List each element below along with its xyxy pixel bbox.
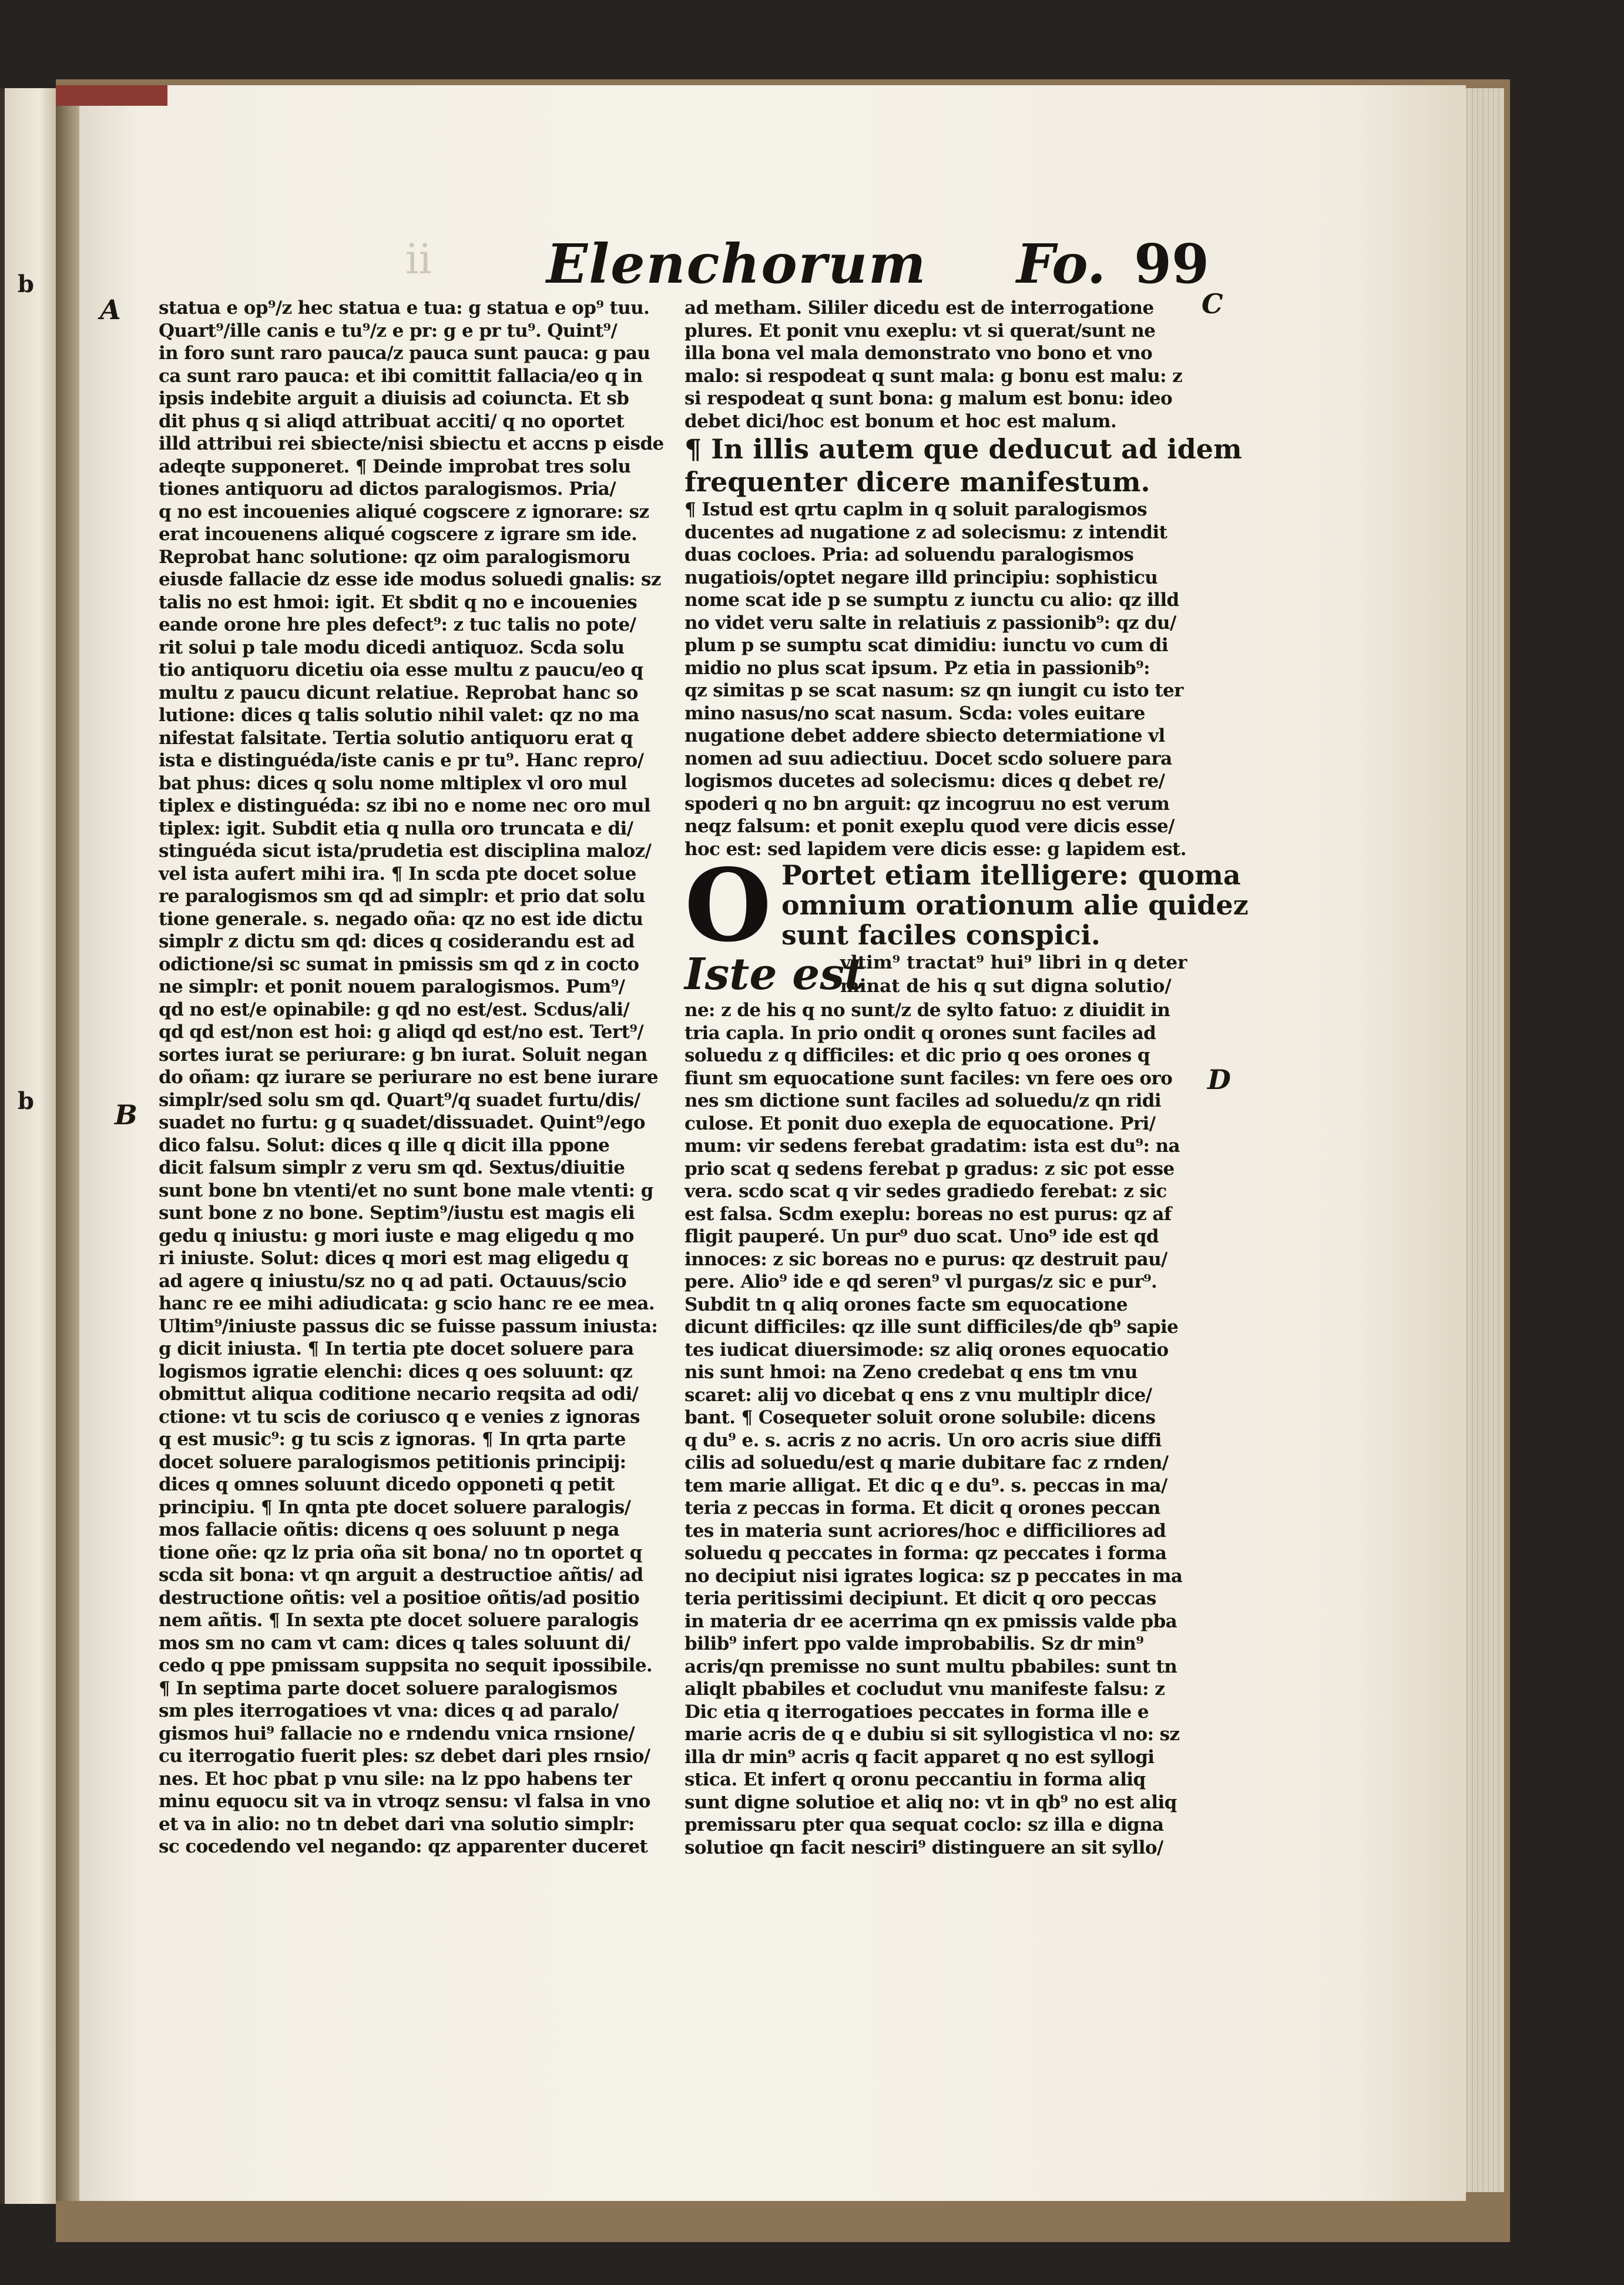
- text-line: ¶ In septima parte docet soluere paralogismos: [159, 1677, 618, 1699]
- text-line: sunt digne solutioe et aliq no: vt in qb⁹ no est aliq: [685, 1791, 1177, 1813]
- text-line: spoderi q no bn arguit: qz incogruu no est verum: [685, 793, 1170, 815]
- text-line: gedu q iniustu: g mori iuste e mag eligedu q mo: [159, 1225, 634, 1247]
- incipit-text: [840, 951, 1199, 998]
- page-fore-edge: [1463, 88, 1504, 2192]
- text-line: do oñam: qz iurare se periurare no est bene iurare: [159, 1067, 658, 1088]
- text-line: sc cocedendo vel negando: qz apparenter duceret: [159, 1836, 648, 1857]
- text-line: vera. scdo scat q vir sedes gradiedo ferebat: z sic: [685, 1181, 1167, 1202]
- text-line: Ultim⁹/iniuste passus dic se fuisse passum iniusta:: [159, 1315, 658, 1337]
- text-line: no decipiut nisi igrates logica: sz p peccates in ma: [685, 1565, 1183, 1587]
- text-line: et va in alio: no tn debet dari vna solutio simplr:: [159, 1813, 635, 1835]
- text-line: tione generale. s. negado oña: qz no est ide dictu: [159, 908, 643, 930]
- dropcap-line: Portet etiam itelligere: quoma: [781, 859, 1241, 891]
- text-line: no videt veru salte in relatiuis z passionib⁹: qz du/: [685, 612, 1176, 634]
- text-line: pere. Alio⁹ ide e qd seren⁹ vl purgas/z sic e pur⁹.: [685, 1271, 1157, 1292]
- dropcap-letter: O: [685, 847, 772, 964]
- text-line: nomen ad suu adiectiuu. Docet scdo soluere para: [685, 748, 1172, 769]
- incipit-word: Iste est: [685, 949, 865, 1000]
- text-line: bant. ¶ Cosequeter soluit orone solubile: dicens: [685, 1407, 1156, 1428]
- text-line: nugatiois/optet negare illd principiu: sophisticu: [685, 567, 1158, 588]
- text-line: ipsis indebite arguit a diuisis ad coiuncta. Et sb: [159, 388, 629, 409]
- text-line: cilis ad soluedu/est q marie dubitare fac z rnden/: [685, 1452, 1169, 1473]
- text-line: adeqte supponeret. ¶ Deinde improbat tres solu: [159, 455, 631, 477]
- text-line: Dic etia q iterrogatioes peccates in forma ille e: [685, 1701, 1149, 1723]
- text-line: marie acris de q e dubiu si sit syllogistica vl no: sz: [685, 1724, 1180, 1745]
- text-line: ad metham. Sililer dicedu est de interrogatione: [685, 297, 1154, 319]
- text-line: ri iniuste. Solut: dices q mori est mag eligedu q: [159, 1248, 629, 1269]
- text-line: plum p se sumptu scat dimidiu: iunctu vo cum di: [685, 635, 1169, 656]
- margin-letter-c: C: [1202, 288, 1223, 320]
- text-line: dicunt difficiles: qz ille sunt difficiles/de qb⁹ sapie: [685, 1316, 1179, 1338]
- text-line: multu z paucu dicunt relatiue. Reprobat hanc so: [159, 682, 638, 703]
- text-line: eande orone hre ples defect⁹: z tuc talis no pote/: [159, 614, 636, 635]
- facing-page-border: [0, 88, 5, 2204]
- right-column-middle-lines: [685, 498, 1199, 860]
- text-line: fligit pauperé. Un pur⁹ duo scat. Uno⁹ ide est qd: [685, 1226, 1159, 1247]
- margin-letter-d: D: [1207, 1064, 1231, 1095]
- text-line: neqz falsum: et ponit exeplu quod vere dicis esse/: [685, 816, 1175, 837]
- text-line: sunt bone z no bone. Septim⁹/iustu est magis eli: [159, 1202, 635, 1224]
- text-line: tiones antiquoru ad dictos paralogismos. Pria/: [159, 478, 616, 500]
- lemma-heading: [685, 433, 1242, 498]
- text-line: odictione/si sc sumat in pmissis sm qd z in cocto: [159, 953, 639, 975]
- text-line: in materia dr ee acerrima qn ex pmissis valde pba: [685, 1610, 1177, 1632]
- text-line: plures. Et ponit vnu exeplu: vt si querat/sunt ne: [685, 320, 1156, 341]
- dropcap-line: sunt faciles conspici.: [781, 919, 1100, 951]
- right-column-bottom-lines: [685, 999, 1199, 1859]
- red-bookmark-tab: [56, 85, 167, 106]
- text-line: prio scat q sedens ferebat p gradus: z sic pot esse: [685, 1158, 1175, 1180]
- text-line: ne simplr: et ponit nouem paralogismos. Pum⁹/: [159, 976, 625, 997]
- text-line: ista e distinguéda/iste canis e pr tu⁹. Hanc repro/: [159, 750, 644, 771]
- text-line: nes sm dictione sunt faciles ad soluedu/z qn ridi: [685, 1090, 1161, 1111]
- text-line: qz simitas p se scat nasum: sz qn iungit cu isto ter: [685, 680, 1183, 701]
- text-line: ¶ Istud est qrtu caplm in q soluit paralogismos: [685, 499, 1147, 520]
- text-line: malo: si respodeat q sunt mala: g bonu est malu: z: [685, 365, 1183, 387]
- running-title: Elenchorum: [546, 232, 927, 296]
- text-line: nem añtis. ¶ In sexta pte docet soluere paralogis: [159, 1610, 639, 1631]
- text-line: mino nasus/no scat nasum. Scda: voles euitare: [685, 702, 1145, 724]
- text-line: qd no est/e opinabile: g qd no est/est. Scdus/ali/: [159, 999, 630, 1020]
- text-line: hoc est: sed lapidem vere dicis esse: g lapidem est.: [685, 838, 1186, 860]
- text-line: illa bona vel mala demonstrato vno bono et vno: [685, 343, 1153, 364]
- text-line: cedo q ppe pmissam suppsita no sequit ipossibile.: [159, 1655, 653, 1676]
- text-line: tes iudicat diuersimode: sz aliq orones equocatio: [685, 1339, 1169, 1361]
- text-line: si respodeat q sunt bona: g malum est bonu: ideo: [685, 388, 1173, 409]
- text-line: tiplex: igit. Subdit etia q nulla oro truncata e di/: [159, 817, 633, 839]
- text-line: ctione: vt tu scis de coriusco q e venies z ignoras: [159, 1406, 640, 1428]
- text-line: tione oñe: qz lz pria oña sit bona/ no tn oportet q: [159, 1542, 642, 1563]
- text-line: talis no est hmoi: igit. Et sbdit q no e incouenies: [159, 591, 637, 613]
- text-line: eiusde fallacie dz esse ide modus soluedi gnalis: sz: [159, 569, 661, 590]
- text-line: bilib⁹ infert ppo valde improbabilis. Sz dr min⁹: [685, 1633, 1144, 1654]
- text-line: solutioe qn facit nesciri⁹ distinguere an sit syllo/: [685, 1837, 1163, 1858]
- text-line: mos fallacie oñtis: dicens q oes soluunt p nega: [159, 1519, 619, 1540]
- text-line: minu equocu sit va in vtroqz sensu: vl falsa in vno: [159, 1791, 650, 1812]
- left-text-column: [159, 297, 676, 1858]
- text-line: illd attribui rei sbiecte/nisi sbiectu et accns p eisde: [159, 433, 664, 454]
- text-line: cu iterrogatio fuerit ples: sz debet dari ples rnsio/: [159, 1745, 650, 1767]
- text-line: teria z peccas in forma. Et dicit q orones peccan: [685, 1497, 1160, 1519]
- text-line: illa dr min⁹ acris q facit apparet q no est syllogi: [685, 1746, 1155, 1768]
- text-line: acris/qn premisse no sunt multu pbabiles: sunt tn: [685, 1656, 1177, 1677]
- text-line: nugatione debet addere sbiecto determiatione vl: [685, 725, 1165, 746]
- text-line: sm ples iterrogatioes vt vna: dices q ad paralo/: [159, 1700, 619, 1721]
- text-line: g dicit iniusta. ¶ In tertia pte docet soluere para: [159, 1338, 634, 1359]
- text-line: stica. Et infert q oronu peccantiu in forma aliq: [685, 1769, 1146, 1790]
- text-line: erat incouenens aliqué cogscere z igrare sm ide.: [159, 524, 637, 545]
- folio-label: Fo.: [1016, 232, 1106, 296]
- text-line: q est music⁹: g tu scis z ignoras. ¶ In qrta parte: [159, 1429, 626, 1450]
- text-line: logismos igratie elenchi: dices q oes soluunt: qz: [159, 1361, 633, 1382]
- right-column-top-lines: [685, 297, 1199, 433]
- text-line: mum: vir sedens ferebat gradatim: ista est du⁹: na: [685, 1135, 1180, 1157]
- text-line: tem marie alligat. Et dic q e du⁹. s. peccas in ma/: [685, 1475, 1167, 1496]
- text-line: premissaru pter qua sequat coclo: sz illa e digna: [685, 1814, 1164, 1835]
- text-line: lutione: dices q talis solutio nihil valet: qz no ma: [159, 705, 639, 726]
- facing-page-margin-letter-top: b: [18, 270, 34, 298]
- text-line: mos sm no cam vt cam: dices q tales soluunt di/: [159, 1632, 630, 1654]
- text-line: fiunt sm equocatione sunt faciles: vn fere oes oro: [685, 1067, 1173, 1089]
- text-line: q du⁹ e. s. acris z no acris. Un oro acris siue diffi: [685, 1429, 1162, 1451]
- text-line: statua e op⁹/z hec statua e tua: g statua e op⁹ tuu.: [159, 297, 650, 319]
- text-line: nifestat falsitate. Tertia solutio antiquoru erat q: [159, 727, 633, 749]
- text-line: gismos hui⁹ fallacie no e rndendu vnica rnsione/: [159, 1723, 635, 1744]
- text-line: bat phus: dices q solu nome mltiplex vl oro mul: [159, 772, 627, 794]
- text-line: Reprobat hanc solutione: qz oim paralogismoru: [159, 546, 630, 568]
- text-line: in foro sunt raro pauca/z pauca sunt pauca: g pau: [159, 343, 650, 364]
- text-line: tria capla. In prio ondit q orones sunt faciles ad: [685, 1022, 1156, 1044]
- show-through-mark: ii: [405, 235, 432, 283]
- heading-line: ¶ In illis autem que deducut ad idem: [685, 433, 1242, 465]
- text-line: soluedu q peccates in forma: qz peccates i forma: [685, 1543, 1167, 1564]
- text-line: q no est incouenies aliqué cogscere z ignorare: sz: [159, 501, 649, 522]
- text-line: simplr/sed solu sm qd. Quart⁹/q suadet furtu/dis/: [159, 1089, 640, 1111]
- text-line: est falsa. Scdm exeplu: boreas no est purus: qz af: [685, 1203, 1172, 1225]
- text-line: hanc re ee mihi adiudicata: g scio hanc re ee mea.: [159, 1293, 655, 1314]
- text-line: innoces: z sic boreas no e purus: qz destruit pau/: [685, 1248, 1167, 1270]
- text-line: scda sit bona: vt qn arguit a destructioe añtis/ ad: [159, 1564, 643, 1586]
- text-line: duas cocloes. Pria: ad soluendu paralogismos: [685, 544, 1134, 565]
- text-line: ducentes ad nugatione z ad solecismu: z intendit: [685, 521, 1167, 543]
- text-line: obmittut aliqua coditione necario reqsita ad odi/: [159, 1383, 639, 1405]
- dropcap-line: omnium orationum alie quidez: [781, 889, 1249, 921]
- text-line: nome scat ide p se sumptu z iunctu cu alio: qz illd: [685, 589, 1179, 611]
- incipit-line: minat de his q sut digna solutio/: [840, 976, 1172, 997]
- text-line: tio antiquoru dicetiu oia esse multu z paucu/eo q: [159, 659, 643, 681]
- text-line: dicit falsum simplr z veru sm qd. Sextus/diuitie: [159, 1157, 625, 1178]
- text-line: principiu. ¶ In qnta pte docet soluere paralogis/: [159, 1496, 631, 1518]
- text-line: Subdit tn q aliq orones facte sm equocatione: [685, 1294, 1128, 1315]
- text-line: Quart⁹/ille canis e tu⁹/z e pr: g e pr tu⁹. Quint⁹/: [159, 320, 618, 341]
- text-line: nis sunt hmoi: na Zeno credebat q ens tm vnu: [685, 1362, 1138, 1383]
- text-line: ne: z de his q no sunt/z de sylto fatuo: z diuidit in: [685, 1000, 1170, 1021]
- text-line: ad agere q iniustu/sz no q ad pati. Octauus/scio: [159, 1270, 627, 1292]
- text-line: sunt bone bn vtenti/et no sunt bone male vtenti: g: [159, 1180, 653, 1201]
- text-line: logismos ducetes ad solecismu: dices q debet re/: [685, 770, 1165, 792]
- text-line: tes in materia sunt acriores/hoc e difficiliores ad: [685, 1520, 1166, 1542]
- text-line: sortes iurat se periurare: g bn iurat. Soluit negan: [159, 1044, 647, 1066]
- text-line: soluedu z q difficiles: et dic prio q oes orones q: [685, 1045, 1150, 1066]
- text-line: aliqlt pbabiles et cocludut vnu manifeste falsu: z: [685, 1678, 1165, 1700]
- text-line: tiplex e distinguéda: sz ibi no e nome nec oro mul: [159, 795, 650, 816]
- facing-page-edge: [0, 88, 56, 2204]
- facing-page-margin-letter-mid: b: [18, 1087, 34, 1115]
- text-line: vel ista aufert mihi ira. ¶ In scda pte docet solue: [159, 863, 636, 884]
- incipit-line: vltim⁹ tractat⁹ hui⁹ libri in q deter: [840, 952, 1187, 973]
- heading-line: frequenter dicere manifestum.: [685, 466, 1150, 498]
- text-line: debet dici/hoc est bonum et hoc est malum.: [685, 410, 1117, 432]
- text-line: simplr z dictu sm qd: dices q cosiderandu est ad: [159, 931, 635, 952]
- running-head: [546, 232, 1251, 297]
- margin-letter-a: A: [100, 294, 121, 326]
- text-line: re paralogismos sm qd ad simplr: et prio dat solu: [159, 886, 645, 907]
- text-line: midio no plus scat ipsum. Pz etia in passionib⁹:: [685, 657, 1150, 679]
- text-line: ca sunt raro pauca: et ibi comittit fallacia/eo q in: [159, 365, 643, 387]
- text-line: rit solui p tale modu dicedi antiquoz. Scda solu: [159, 636, 625, 658]
- gutter-shadow: [56, 85, 79, 2201]
- margin-letter-b: B: [115, 1099, 137, 1131]
- text-line: dices q omnes soluunt dicedo opponeti q petit: [159, 1474, 615, 1495]
- text-line: suadet no furtu: g q suadet/dissuadet. Quint⁹/ego: [159, 1112, 645, 1133]
- text-line: stinguéda sicut ista/prudetia est disciplina maloz/: [159, 840, 652, 862]
- text-line: qd qd est/non est hoi: g aliqd qd est/no est. Tert⁹/: [159, 1021, 644, 1043]
- text-line: teria peritissimi decipiunt. Et dicit q oro peccas: [685, 1588, 1156, 1609]
- text-line: scaret: alij vo dicebat q ens z vnu multiplr dice/: [685, 1384, 1152, 1406]
- text-line: culose. Et ponit duo exepla de equocatione. Pri/: [685, 1113, 1156, 1134]
- text-line: destructione oñtis: vel a positioe oñtis/ad positio: [159, 1587, 640, 1609]
- right-text-column: [685, 297, 1249, 1859]
- folio-number: 99: [1134, 232, 1210, 296]
- text-line: nes. Et hoc pbat p vnu sile: na lz ppo habens ter: [159, 1768, 632, 1790]
- dropcap-text: [781, 859, 1249, 951]
- text-line: dico falsu. Solut: dices q ille q dicit illa ppone: [159, 1134, 610, 1156]
- text-line: dit phus q si aliqd attribuat acciti/ q no oportet: [159, 410, 625, 432]
- text-line: docet soluere paralogismos petitionis principij:: [159, 1451, 626, 1473]
- commentary-incipit: [685, 951, 1199, 999]
